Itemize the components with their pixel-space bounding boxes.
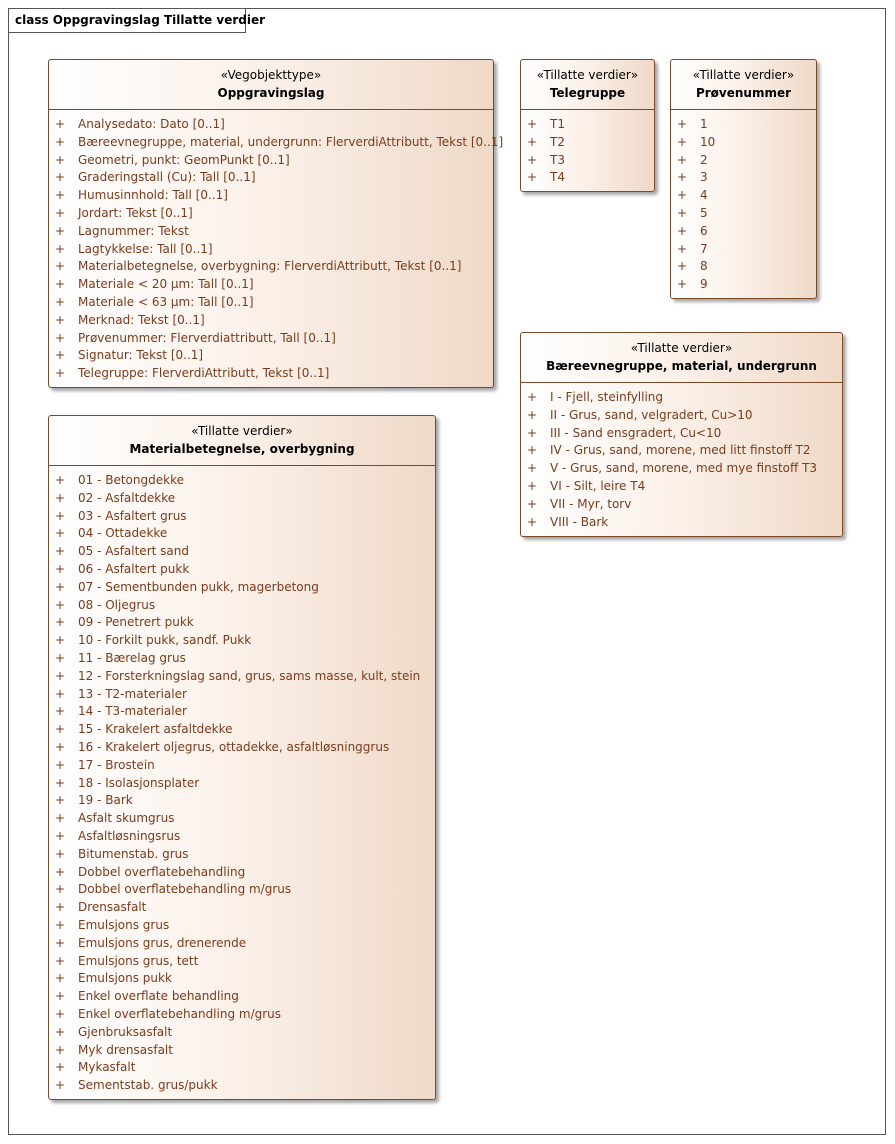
attribute-list [49, 466, 435, 1095]
visibility-marker: + [55, 134, 66, 149]
attribute-text: 9 [700, 277, 708, 292]
attribute-row[interactable] [49, 917, 435, 935]
attribute-text: Geometri, punkt: GeomPunkt [0..1] [78, 152, 290, 167]
class-stereotype: «Tillatte verdier» [536, 68, 639, 82]
visibility-marker: + [527, 478, 538, 493]
attribute-row[interactable] [671, 276, 816, 294]
visibility-marker: + [55, 1024, 66, 1039]
class-stereotype: «Tillatte verdier» [692, 68, 795, 82]
frame-label: class Oppgravingslag Tillatte verdier [9, 9, 246, 33]
class-name: Materialbetegnelse, overbygning [129, 442, 355, 456]
attribute-text: 8 [700, 259, 708, 274]
attribute-row[interactable] [49, 294, 493, 312]
attribute-text: 13 - T2-materialer [78, 686, 187, 701]
visibility-marker: + [55, 668, 66, 683]
attribute-row[interactable] [49, 632, 435, 650]
attribute-text: Merknad: Tekst [0..1] [78, 312, 205, 327]
attribute-text: 01 - Betongdekke [78, 473, 184, 487]
class-oppgravingslag[interactable] [48, 59, 504, 388]
attribute-row[interactable] [671, 187, 816, 205]
class-name: Bæreevnegruppe, material, undergrunn [546, 359, 817, 373]
attribute-text: Bitumenstab. grus [78, 846, 189, 861]
attribute-text: 07 - Sementbunden pukk, magerbetong [78, 579, 319, 594]
visibility-marker: + [677, 170, 688, 185]
visibility-marker: + [677, 152, 688, 167]
visibility-marker: + [55, 366, 66, 381]
attribute-row[interactable] [521, 425, 842, 443]
attribute-text: 2 [700, 152, 708, 167]
attribute-row[interactable] [49, 953, 435, 971]
attribute-row[interactable] [521, 389, 842, 407]
attribute-text: Lagtykkelse: Tall [0..1] [78, 241, 213, 256]
visibility-marker: + [677, 223, 688, 238]
class-stereotype: «Vegobjekttype» [220, 68, 322, 82]
attribute-text: Emulsjons pukk [78, 971, 172, 986]
attribute-text: Emulsjons grus, drenerende [78, 935, 247, 950]
class-header [521, 333, 842, 383]
attribute-row[interactable] [671, 241, 816, 259]
attribute-row[interactable] [521, 514, 842, 532]
attribute-text: Bæreevnegruppe, material, undergrunn: FlerverdiAttributt, Tekst [0..1] [78, 134, 504, 149]
visibility-marker: + [55, 544, 66, 559]
attribute-row[interactable] [49, 614, 435, 632]
class-provenummer[interactable] [670, 59, 817, 299]
visibility-marker: + [55, 722, 66, 737]
attribute-row[interactable] [521, 460, 842, 478]
attribute-list [671, 110, 816, 294]
attribute-row[interactable] [49, 330, 493, 348]
attribute-row[interactable] [49, 686, 435, 704]
class-header [49, 60, 493, 110]
attribute-text: Asfalt skumgrus [78, 811, 175, 826]
visibility-marker: + [55, 508, 66, 523]
attribute-text: Emulsjons grus [78, 917, 170, 932]
attribute-row[interactable] [49, 650, 435, 668]
attribute-row[interactable] [671, 223, 816, 241]
attribute-row[interactable] [521, 407, 842, 425]
attribute-text: Emulsjons grus, tett [78, 953, 199, 968]
attribute-text: 19 - Bark [78, 793, 133, 808]
visibility-marker: + [677, 277, 688, 292]
visibility-marker: + [527, 443, 538, 458]
attribute-text: Lagnummer: Tekst [78, 223, 189, 238]
attribute-text: 4 [700, 188, 708, 203]
visibility-marker: + [55, 686, 66, 701]
attribute-row[interactable] [49, 187, 493, 205]
attribute-text: T2 [550, 134, 565, 149]
visibility-marker: + [55, 775, 66, 790]
attribute-text: Prøvenummer: Flerverdiattributt, Tall [0..1] [78, 330, 336, 345]
attribute-row[interactable] [49, 276, 493, 294]
attribute-row[interactable] [49, 116, 493, 134]
attribute-text: 10 [700, 134, 716, 149]
attribute-text: Jordart: Tekst [0..1] [78, 205, 193, 220]
attribute-text: 12 - Forsterkningslag sand, grus, sams masse, kult, stein [78, 668, 421, 683]
attribute-row[interactable] [49, 739, 435, 757]
attribute-row[interactable] [49, 472, 435, 490]
visibility-marker: + [55, 935, 66, 950]
attribute-text: 17 - Brostein [78, 757, 155, 772]
attribute-text: Enkel overflate behandling [78, 989, 239, 1004]
attribute-text: Graderingstall (Cu): Tall [0..1] [78, 170, 256, 185]
attribute-text: 15 - Krakelert asfaltdekke [78, 722, 233, 737]
visibility-marker: + [527, 170, 538, 185]
visibility-marker: + [55, 1042, 66, 1057]
attribute-row[interactable] [49, 134, 504, 152]
attribute-text: VII - Myr, torv [550, 496, 632, 511]
class-baereevnegruppe[interactable] [520, 332, 843, 537]
attribute-list [521, 110, 654, 187]
attribute-row[interactable] [49, 668, 435, 686]
attribute-text: 04 - Ottadekke [78, 526, 168, 541]
attribute-row[interactable] [49, 543, 435, 561]
visibility-marker: + [55, 526, 66, 541]
attribute-row[interactable] [49, 1024, 435, 1042]
attribute-row[interactable] [671, 152, 816, 170]
attribute-text: III - Sand ensgradert, Cu<10 [550, 425, 722, 440]
attribute-text: VIII - Bark [550, 514, 609, 529]
attribute-text: VI - Silt, leire T4 [550, 478, 646, 493]
visibility-marker: + [55, 1078, 66, 1093]
attribute-text: T4 [550, 170, 565, 185]
visibility-marker: + [55, 704, 66, 719]
visibility-marker: + [55, 917, 66, 932]
attribute-row[interactable] [49, 1042, 435, 1060]
attribute-text: T1 [550, 117, 565, 131]
attribute-text: 10 - Forkilt pukk, sandf. Pukk [78, 633, 252, 648]
visibility-marker: + [527, 407, 538, 422]
visibility-marker: + [55, 348, 66, 363]
visibility-marker: + [677, 117, 688, 131]
attribute-row[interactable] [49, 899, 435, 917]
attribute-row[interactable] [671, 258, 816, 276]
class-name: Prøvenummer [695, 86, 792, 100]
class-name: Oppgravingslag [217, 86, 325, 100]
attribute-row[interactable] [49, 792, 435, 810]
visibility-marker: + [55, 864, 66, 879]
visibility-marker: + [677, 259, 688, 274]
attribute-text: Asfaltløsningsrus [78, 828, 181, 843]
visibility-marker: + [527, 425, 538, 440]
visibility-marker: + [527, 496, 538, 511]
visibility-marker: + [55, 294, 66, 309]
attribute-text: Humusinnhold: Tall [0..1] [78, 188, 228, 203]
attribute-text: 5 [700, 205, 708, 220]
attribute-row[interactable] [49, 881, 435, 899]
attribute-row[interactable] [49, 810, 435, 828]
attribute-row[interactable] [671, 205, 816, 223]
visibility-marker: + [55, 846, 66, 861]
visibility-marker: + [55, 900, 66, 915]
visibility-marker: + [55, 579, 66, 594]
attribute-text: 18 - Isolasjonsplater [78, 775, 200, 790]
attribute-row[interactable] [49, 775, 435, 793]
attribute-row[interactable] [49, 970, 435, 988]
attribute-list [521, 383, 842, 531]
attribute-row[interactable] [49, 935, 435, 953]
visibility-marker: + [55, 971, 66, 986]
attribute-text: T3 [550, 152, 565, 167]
visibility-marker: + [55, 597, 66, 612]
attribute-text: Materiale < 20 µm: Tall [0..1] [78, 277, 254, 292]
attribute-text: Drensasfalt [78, 900, 147, 915]
attribute-text: Materialbetegnelse, overbygning: FlerverdiAttributt, Tekst [0..1] [78, 259, 462, 274]
class-stereotype: «Tillatte verdier» [191, 424, 293, 438]
attribute-text: Myk drensasfalt [78, 1042, 173, 1057]
attribute-text: Enkel overflatebehandling m/grus [78, 1006, 282, 1021]
visibility-marker: + [527, 152, 538, 167]
attribute-text: Telegruppe: FlerverdiAttributt, Tekst [0..1] [78, 366, 330, 381]
visibility-marker: + [527, 134, 538, 149]
class-materialbetegnelse[interactable] [48, 415, 436, 1100]
visibility-marker: + [677, 134, 688, 149]
attribute-text: 16 - Krakelert oljegrus, ottadekke, asfaltløsninggrus [78, 739, 390, 754]
visibility-marker: + [55, 152, 66, 167]
visibility-marker: + [55, 1060, 66, 1075]
attribute-text: 05 - Asfaltert sand [78, 544, 189, 559]
attribute-row[interactable] [49, 597, 435, 615]
attribute-row[interactable] [49, 152, 493, 170]
attribute-row[interactable] [49, 721, 435, 739]
attribute-row[interactable] [49, 258, 493, 276]
attribute-text: Dobbel overflatebehandling m/grus [78, 882, 292, 897]
class-name: Telegruppe [549, 86, 626, 100]
attribute-text: 1 [700, 117, 708, 131]
attribute-row[interactable] [671, 134, 816, 152]
attribute-row[interactable] [49, 703, 435, 721]
visibility-marker: + [55, 793, 66, 808]
attribute-text: Materiale < 63 µm: Tall [0..1] [78, 294, 254, 309]
attribute-row[interactable] [49, 525, 435, 543]
class-header [671, 60, 816, 110]
attribute-row[interactable] [49, 757, 435, 775]
attribute-row[interactable] [521, 496, 842, 514]
visibility-marker: + [527, 514, 538, 529]
attribute-row[interactable] [521, 134, 654, 152]
attribute-text: Mykasfalt [78, 1060, 136, 1075]
class-stereotype: «Tillatte verdier» [630, 341, 733, 355]
visibility-marker: + [55, 330, 66, 345]
attribute-row[interactable] [49, 490, 435, 508]
visibility-marker: + [677, 205, 688, 220]
attribute-row[interactable] [49, 1077, 435, 1095]
attribute-row[interactable] [521, 152, 654, 170]
visibility-marker: + [55, 241, 66, 256]
attribute-row[interactable] [49, 508, 435, 526]
attribute-text: 02 - Asfaltdekke [78, 490, 176, 505]
visibility-marker: + [55, 882, 66, 897]
attribute-row[interactable] [49, 365, 493, 383]
visibility-marker: + [55, 188, 66, 203]
attribute-row[interactable] [49, 579, 435, 597]
visibility-marker: + [527, 390, 538, 404]
visibility-marker: + [55, 615, 66, 630]
class-telegruppe[interactable] [520, 59, 655, 192]
visibility-marker: + [55, 277, 66, 292]
attribute-text: 09 - Penetrert pukk [78, 615, 194, 630]
visibility-marker: + [55, 650, 66, 665]
attribute-text: 11 - Bærelag grus [78, 650, 186, 665]
attribute-text: Dobbel overflatebehandling [78, 864, 246, 879]
visibility-marker: + [55, 739, 66, 754]
attribute-row[interactable] [521, 116, 654, 134]
attribute-row[interactable] [521, 169, 654, 187]
attribute-row[interactable] [49, 347, 493, 365]
visibility-marker: + [55, 989, 66, 1004]
attribute-row[interactable] [521, 478, 842, 496]
attribute-text: Analysedato: Dato [0..1] [78, 117, 225, 131]
attribute-row[interactable] [49, 312, 493, 330]
attribute-text: 6 [700, 223, 708, 238]
attribute-row[interactable] [671, 169, 816, 187]
attribute-text: 06 - Asfaltert pukk [78, 561, 190, 576]
visibility-marker: + [55, 811, 66, 826]
visibility-marker: + [55, 633, 66, 648]
attribute-text: 3 [700, 170, 708, 185]
visibility-marker: + [55, 170, 66, 185]
attribute-row[interactable] [671, 116, 816, 134]
attribute-row[interactable] [49, 205, 493, 223]
visibility-marker: + [55, 473, 66, 487]
visibility-marker: + [677, 241, 688, 256]
attribute-row[interactable] [49, 223, 493, 241]
attribute-row[interactable] [49, 864, 435, 882]
visibility-marker: + [55, 312, 66, 327]
attribute-row[interactable] [49, 561, 435, 579]
attribute-row[interactable] [49, 846, 435, 864]
visibility-marker: + [677, 188, 688, 203]
attribute-row[interactable] [521, 442, 842, 460]
visibility-marker: + [55, 490, 66, 505]
visibility-marker: + [527, 461, 538, 476]
visibility-marker: + [55, 828, 66, 843]
visibility-marker: + [55, 561, 66, 576]
attribute-list [49, 110, 504, 383]
attribute-text: 14 - T3-materialer [78, 704, 187, 719]
attribute-text: V - Grus, sand, morene, med mye finstoff T3 [550, 461, 818, 476]
attribute-row[interactable] [49, 241, 493, 259]
attribute-text: Gjenbruksasfalt [78, 1024, 173, 1039]
visibility-marker: + [55, 757, 66, 772]
attribute-row[interactable] [49, 1006, 435, 1024]
attribute-row[interactable] [49, 988, 435, 1006]
attribute-row[interactable] [49, 828, 435, 846]
visibility-marker: + [527, 117, 538, 131]
attribute-text: I - Fjell, steinfylling [550, 390, 664, 404]
class-header [49, 416, 435, 466]
attribute-row[interactable] [49, 1059, 435, 1077]
class-header [521, 60, 654, 110]
attribute-text: 7 [700, 241, 708, 256]
visibility-marker: + [55, 205, 66, 220]
attribute-row[interactable] [49, 169, 493, 187]
visibility-marker: + [55, 117, 66, 131]
attribute-text: IV - Grus, sand, morene, med litt finstoff T2 [550, 443, 811, 458]
attribute-text: 03 - Asfaltert grus [78, 508, 187, 523]
visibility-marker: + [55, 953, 66, 968]
visibility-marker: + [55, 259, 66, 274]
attribute-text: II - Grus, sand, velgradert, Cu>10 [550, 407, 753, 422]
attribute-text: Sementstab. grus/pukk [78, 1078, 218, 1093]
visibility-marker: + [55, 1006, 66, 1021]
attribute-text: 08 - Oljegrus [78, 597, 156, 612]
visibility-marker: + [55, 223, 66, 238]
attribute-text: Signatur: Tekst [0..1] [78, 348, 204, 363]
